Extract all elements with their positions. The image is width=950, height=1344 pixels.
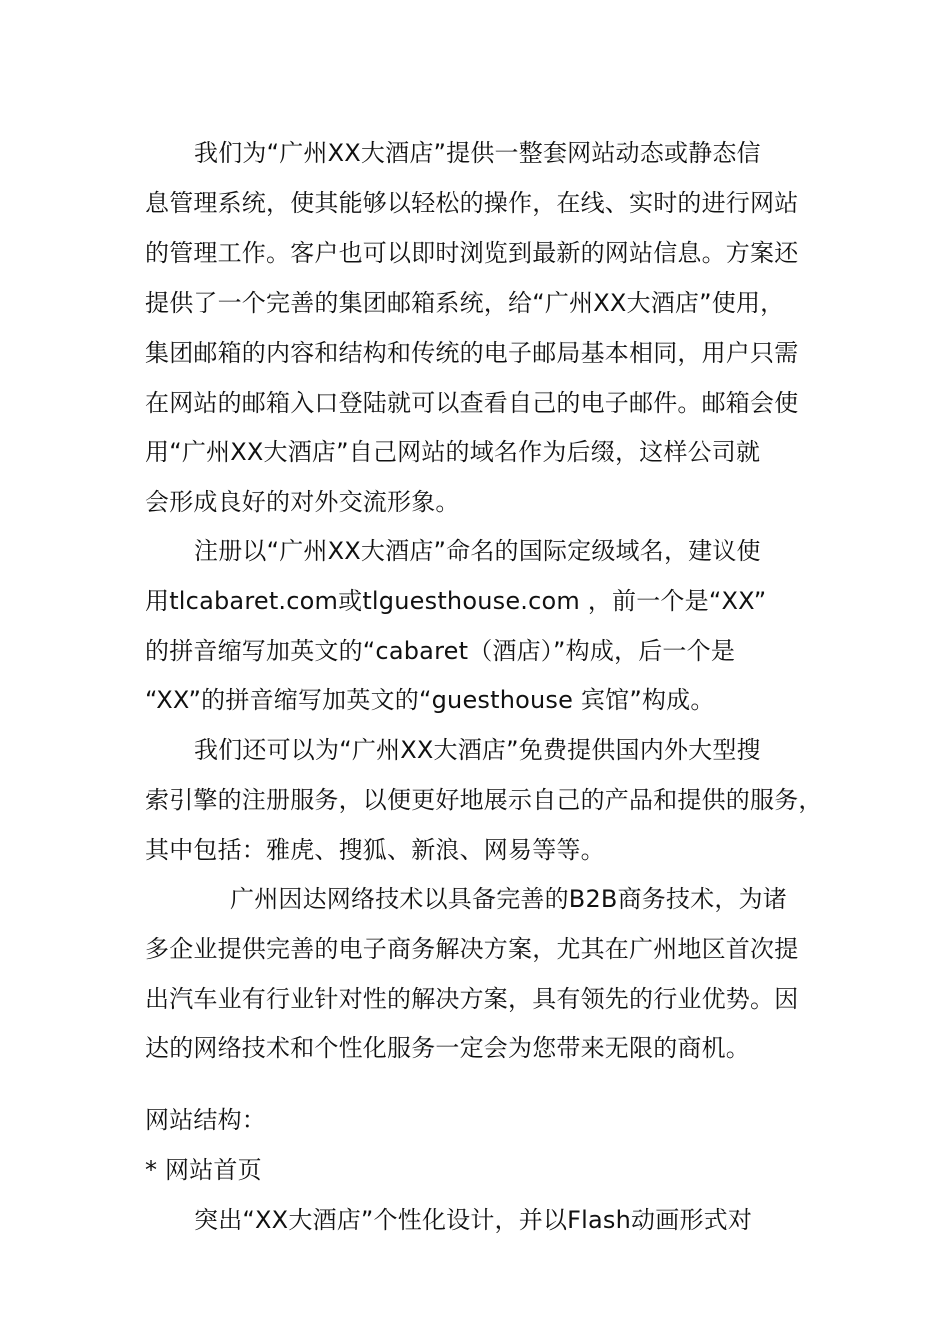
paragraph-1-line-3: 的管理工作。客户也可以即时浏览到最新的网站信息。方案还 [145, 239, 799, 267]
paragraph-4-line-1: 广州因达网络技术以具备完善的B2B商务技术，为诸 [230, 885, 787, 913]
paragraph-1-line-1: 我们为“广州XX大酒店”提供一整套网站动态或静态信 [194, 139, 761, 167]
list-item-homepage: * 网站首页 [145, 1156, 262, 1184]
paragraph-2-line-4: “XX”的拼音缩写加英文的“guesthouse 宾馆”构成。 [145, 686, 715, 714]
paragraph-1-line-6: 在网站的邮箱入口登陆就可以查看自己的电子邮件。邮箱会使 [145, 389, 799, 417]
paragraph-4-line-3: 出汽车业有行业针对性的解决方案，具有领先的行业优势。因 [145, 985, 799, 1013]
paragraph-2-line-3: 的拼音缩写加英文的“cabaret（酒店）”构成，后一个是 [145, 637, 736, 665]
paragraph-4-line-2: 多企业提供完善的电子商务解决方案，尤其在广州地区首次提 [145, 935, 799, 963]
paragraph-3-line-3: 其中包括：雅虎、搜狐、新浪、网易等等。 [145, 836, 605, 864]
paragraph-1-line-8: 会形成良好的对外交流形象。 [145, 488, 460, 516]
paragraph-5-line-1: 突出“XX大酒店”个性化设计，并以Flash动画形式对 [194, 1206, 753, 1234]
paragraph-2-line-2: 用tlcabaret.com或tlguesthouse.com ，前一个是“XX” [145, 587, 767, 615]
section-heading: 网站结构： [145, 1106, 266, 1134]
paragraph-2-line-1: 注册以“广州XX大酒店”命名的国际定级域名，建议使 [194, 537, 761, 565]
paragraph-3-line-1: 我们还可以为“广州XX大酒店”免费提供国内外大型搜 [194, 736, 761, 764]
paragraph-1-line-4: 提供了一个完善的集团邮箱系统，给“广州XX大酒店”使用， [145, 289, 785, 317]
paragraph-1-line-2: 息管理系统，使其能够以轻松的操作，在线、实时的进行网站 [145, 189, 799, 217]
paragraph-1-line-7: 用“广州XX大酒店”自己网站的域名作为后缀，这样公司就 [145, 438, 761, 466]
paragraph-4-line-4: 达的网络技术和个性化服务一定会为您带来无限的商机。 [145, 1034, 750, 1062]
paragraph-3-line-2: 索引擎的注册服务，以便更好地展示自己的产品和提供的服务， [145, 786, 823, 814]
paragraph-1-line-5: 集团邮箱的内容和结构和传统的电子邮局基本相同，用户只需 [145, 339, 799, 367]
